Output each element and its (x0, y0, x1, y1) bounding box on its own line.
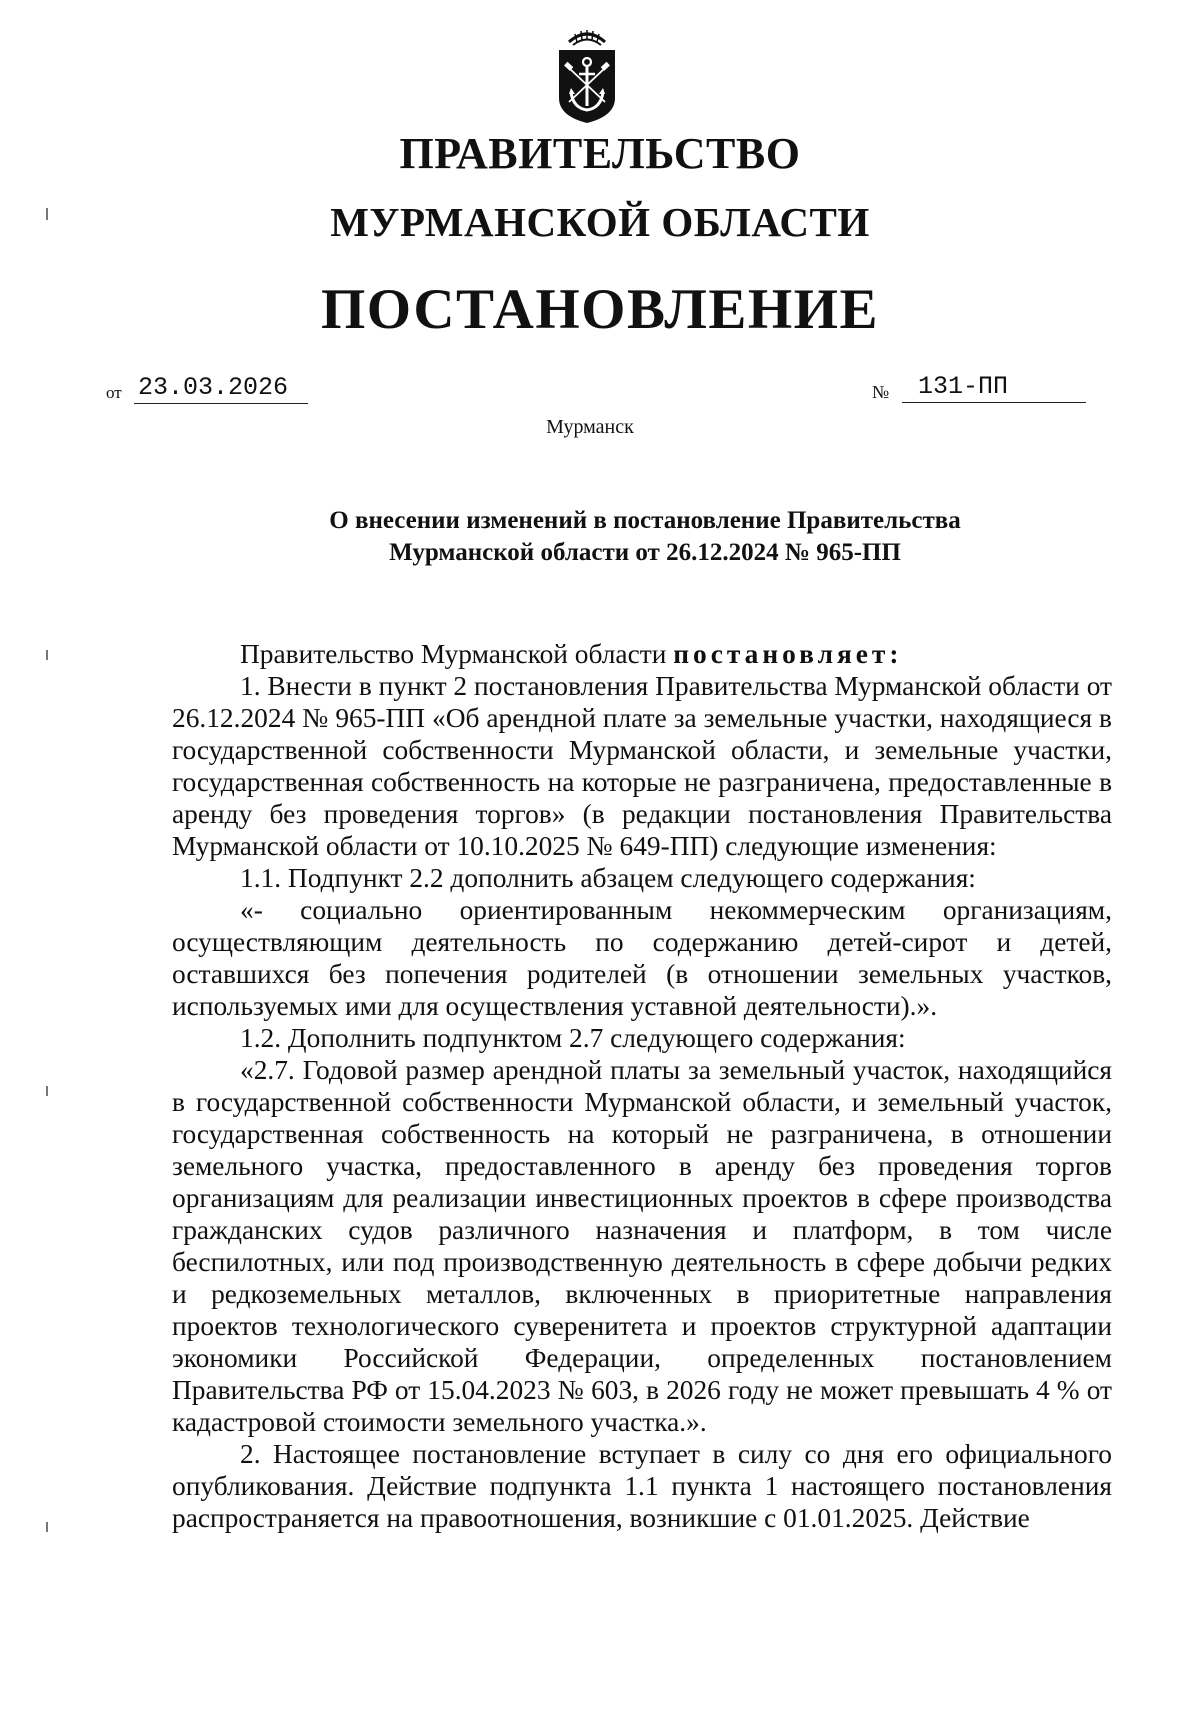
document-title (0, 505, 1200, 569)
decision-verb: постановляет: (673, 639, 903, 669)
scan-mark (46, 1522, 48, 1532)
scan-mark (46, 1086, 48, 1096)
scan-mark (46, 650, 48, 660)
document-body (172, 638, 1112, 1534)
document-number-field (872, 372, 1072, 406)
paragraph-1-2-text: «2.7. Годовой размер арендной платы за земельный участок, находящийся в государственной собственности Мурманской области, и земельный участок, государственная собственность на который не разграничена, в отношении земельного участка, предоставленного в аренду без проведения торгов организациям для реализации инвестиционных проектов в сфере производства гражданских судов различного назначения и платформ, в том числе беспилотных, или под производственную деятельность в сфере добычи редких и редкоземельных металлов, включенных в приоритетные направления проектов технологического суверенитета и проектов структурной адаптации экономики Российской Федерации, определенных постановлением Правительства РФ от 15.04.2023 № 603, в 2026 году не может превышать 4 % от кадастровой стоимости земельного участка.». (172, 1055, 1112, 1437)
paragraph-1-1-text: «- социально ориентированным некоммерческим организациям, осуществляющим деятельность по содержанию детей-сирот и детей, оставшихся без попечения родителей (в отношении земельных участков, используемых ими для осуществления уставной деятельности).». (172, 895, 1112, 1021)
document-date: 23.03.2026 (134, 373, 308, 404)
coat-of-arms-anchor-icon (555, 28, 619, 124)
date-prefix: от (106, 383, 122, 402)
scan-mark (46, 208, 48, 220)
decision-intro (172, 638, 1112, 670)
document-title-line-1: О внесении изменений в постановление Правительства (329, 507, 961, 534)
document-date-field (106, 373, 306, 405)
paragraph-1: 1. Внести в пункт 2 постановления Правительства Мурманской области от 26.12.2024 № 965-ПП «Об арендной плате за земельные участки, находящиеся в государственной собственности Мурманской области, и земельные участки, государственная собственность на которые не разграничена, предоставленные в аренду без проведения торгов» (в редакции постановления Правительства Мурманской области от 10.10.2025 № 649-ПП) следующие изменения: (172, 671, 1112, 861)
document-type-heading: ПОСТАНОВЛЕНИЕ (320, 278, 880, 341)
organization-title-line-2: МУРМАНСКОЙ ОБЛАСТИ (330, 199, 870, 245)
decision-subject: Правительство Мурманской области (240, 639, 667, 669)
paragraph-2: 2. Настоящее постановление вступает в силу со дня его официального опубликования. Действие подпункта 1.1 пункта 1 настоящего постановления распространяется на правоотношения, возникшие с 01.01.2025. Действие (172, 1439, 1112, 1533)
document-city: Мурманск (546, 416, 634, 438)
paragraph-1-1: 1.1. Подпункт 2.2 дополнить абзацем следующего содержания: (240, 863, 976, 893)
number-prefix: № (872, 382, 890, 402)
document-title-line-2: Мурманской области от 26.12.2024 № 965-ПП (389, 539, 901, 566)
document-number: 131-ПП (902, 372, 1086, 403)
organization-title-line-1: ПРАВИТЕЛЬСТВО (399, 129, 801, 178)
paragraph-1-2: 1.2. Дополнить подпунктом 2.7 следующего содержания: (240, 1023, 906, 1053)
